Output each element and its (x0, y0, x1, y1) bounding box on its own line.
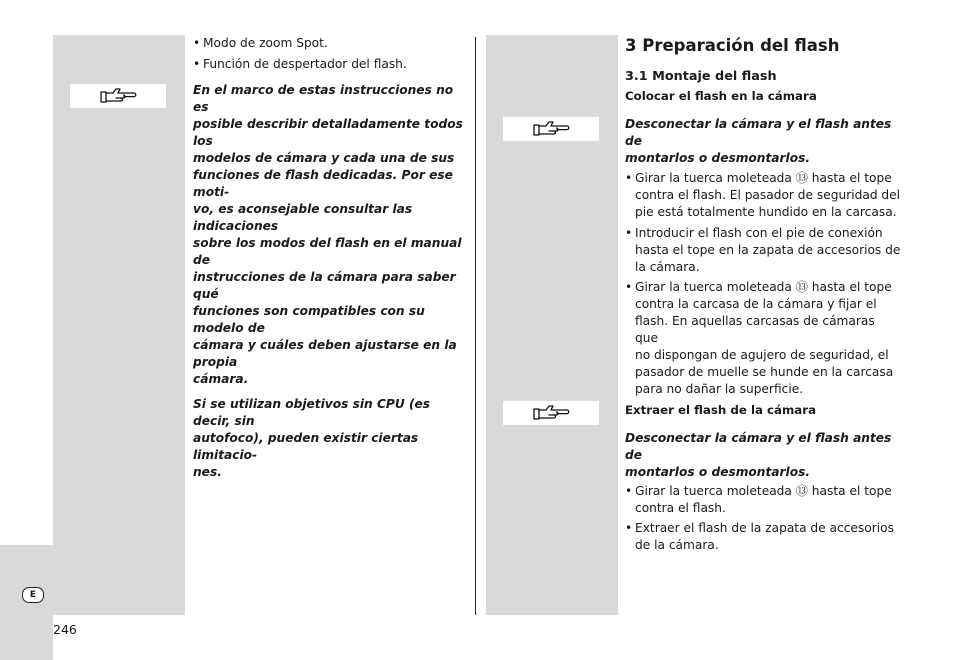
subsection-title: 3.1 Montaje del flash (625, 69, 777, 84)
pointing-hand-icon (532, 119, 570, 139)
section-title: 3 Preparación del flash (625, 36, 840, 55)
cpu-lens-note: Si se utilizan objetivos sin CPU (es decir, sin autofoco), pueden existir ciertas limitacio- nes. (193, 396, 431, 479)
remove-warning: Desconectar la cámara y el flash antes de montarlos o desmontarlos. (625, 430, 892, 479)
list-item: • Girar la tuerca moleteada ⑬ hasta el tope contra el flash. El pasador de seguridad del pie está totalmente hundido en la carcasa. (625, 170, 901, 221)
list-item: • Modo de zoom Spot. (193, 35, 469, 52)
mount-warning: Desconectar la cámara y el flash antes de montarlos o desmontarlos. (625, 117, 892, 165)
left-column (193, 35, 469, 481)
note-marker-right-2 (503, 401, 599, 425)
note-marker-right-1 (503, 117, 599, 141)
remove-steps (625, 483, 901, 554)
list-item: • Girar la tuerca moleteada ⑬ hasta el tope contra el flash. (625, 483, 901, 517)
right-column (625, 35, 901, 557)
left-margin-band (53, 35, 185, 615)
note-marker-left (70, 84, 166, 108)
page-number: 246 (53, 622, 77, 637)
remove-heading: Extraer el flash de la cámara (625, 402, 817, 417)
list-item: • Función de despertador del flash. (193, 56, 469, 73)
mount-steps (625, 170, 901, 398)
feature-list (193, 35, 469, 73)
list-item: • Extraer el flash de la zapata de accesorios de la cámara. (625, 520, 901, 554)
pointing-hand-icon (532, 403, 570, 423)
mount-heading: Colocar el flash en la cámara (625, 89, 817, 103)
column-divider (475, 37, 476, 615)
list-item: • Introducir el flash con el pie de conexión hasta el tope en la zapata de accesorios de la cámara. (625, 225, 901, 276)
list-item: • Girar la tuerca moleteada ⑬ hasta el tope contra la carcasa de la cámara y fijar el flash. En aquellas carcasas de cámaras que no dispongan de agujero de seguridad, el pasador de muelle se hunde en la carcasa para no dañar la superficie. (625, 279, 901, 398)
pointing-hand-icon (99, 86, 137, 106)
camera-compatibility-note: En el marco de estas instrucciones no es posible describir detalladamente todos los modelos de cámara y cada una de sus funciones de flash dedicadas. Por ese moti- vo, es aconsejable consultar las indicaciones sobre los modos del flash en el manual de instrucciones de la cámara para saber qué funciones son compatibles con su modelo de cámara y cuáles deben ajustarse en la propia cámara. (193, 82, 463, 386)
language-badge: E (22, 587, 44, 603)
